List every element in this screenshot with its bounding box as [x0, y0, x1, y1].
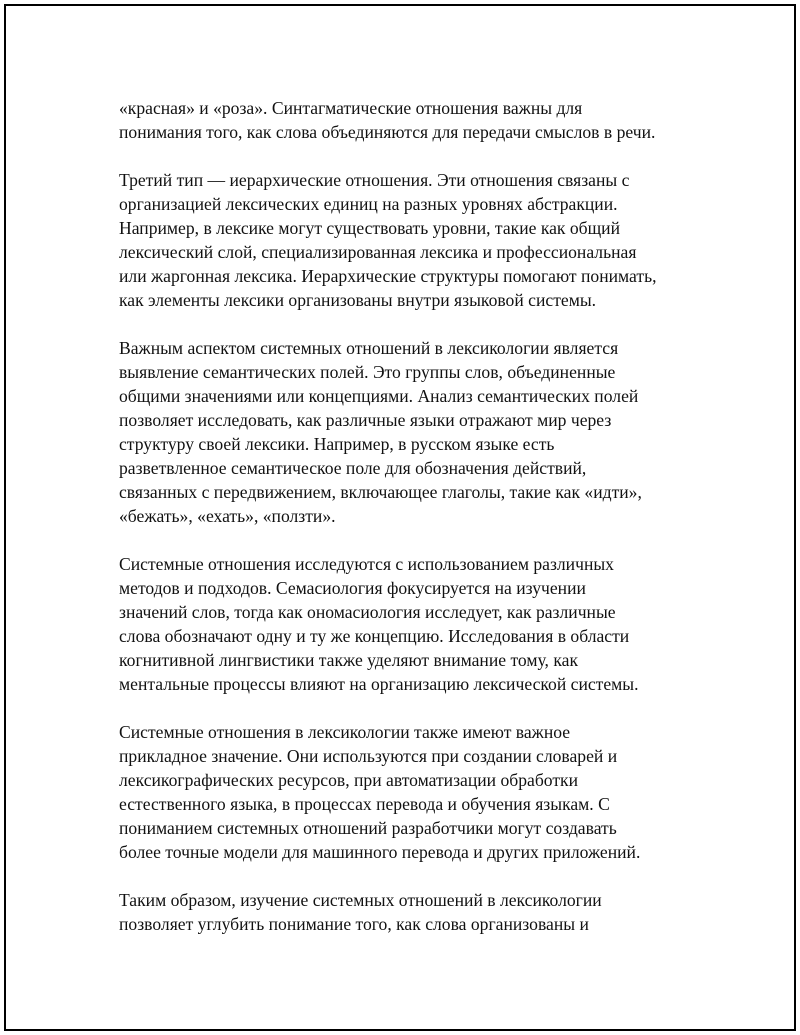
text-line: позволяет исследовать, как различные языки отражают мир через	[119, 410, 612, 430]
text-line: разветвленное семантическое поле для обозначения действий,	[119, 458, 587, 478]
text-line: «бежать», «ехать», «ползти».	[119, 506, 336, 526]
text-line: позволяет углубить понимание того, как слова организованы и	[119, 914, 589, 934]
text-line: Таким образом, изучение системных отношений в лексикологии	[119, 890, 602, 910]
text-line: методов и подходов. Семасиология фокусируется на изучении	[119, 578, 586, 598]
document-body	[119, 96, 709, 960]
paragraph	[119, 336, 709, 528]
text-line: или жаргонная лексика. Иерархические структуры помогают понимать,	[119, 266, 657, 286]
text-line: Системные отношения в лексикологии также имеют важное	[119, 722, 571, 742]
text-line: когнитивной лингвистики также уделяют внимание тому, как	[119, 650, 578, 670]
text-line: естественного языка, в процессах перевода и обучения языкам. С	[119, 794, 610, 814]
text-line: структуру своей лексики. Например, в русском языке есть	[119, 434, 555, 454]
text-line: связанных с передвижением, включающее глаголы, такие как «идти»,	[119, 482, 642, 502]
text-line: Третий тип — иерархические отношения. Эти отношения связаны с	[119, 170, 630, 190]
paragraph	[119, 552, 709, 696]
text-line: лексический слой, специализированная лексика и профессиональная	[119, 242, 637, 262]
text-line: организацией лексических единиц на разных уровнях абстракции.	[119, 194, 618, 214]
paragraph	[119, 168, 709, 312]
text-line: слова обозначают одну и ту же концепцию. Исследования в области	[119, 626, 630, 646]
text-line: значений слов, тогда как ономасиология исследует, как различные	[119, 602, 616, 622]
text-line: как элементы лексики организованы внутри языковой системы.	[119, 290, 597, 310]
text-line: Важным аспектом системных отношений в лексикологии является	[119, 338, 619, 358]
text-line: пониманием системных отношений разработчики могут создавать	[119, 818, 617, 838]
text-line: общими значениями или концепциями. Анализ семантических полей	[119, 386, 639, 406]
text-line: Например, в лексике могут существовать уровни, такие как общий	[119, 218, 620, 238]
text-line: ментальные процессы влияют на организацию лексической системы.	[119, 674, 639, 694]
paragraph	[119, 720, 709, 864]
text-line: лексикографических ресурсов, при автоматизации обработки	[119, 770, 579, 790]
text-line: Системные отношения исследуются с использованием различных	[119, 554, 614, 574]
text-line: понимания того, как слова объединяются для передачи смыслов в речи.	[119, 122, 656, 142]
paragraph	[119, 96, 709, 144]
text-line: более точные модели для машинного перевода и других приложений.	[119, 842, 641, 862]
text-line: прикладное значение. Они используются при создании словарей и	[119, 746, 618, 766]
text-line: выявление семантических полей. Это группы слов, объединенные	[119, 362, 616, 382]
text-line: «красная» и «роза». Синтагматические отношения важны для	[119, 98, 583, 118]
paragraph	[119, 888, 709, 936]
